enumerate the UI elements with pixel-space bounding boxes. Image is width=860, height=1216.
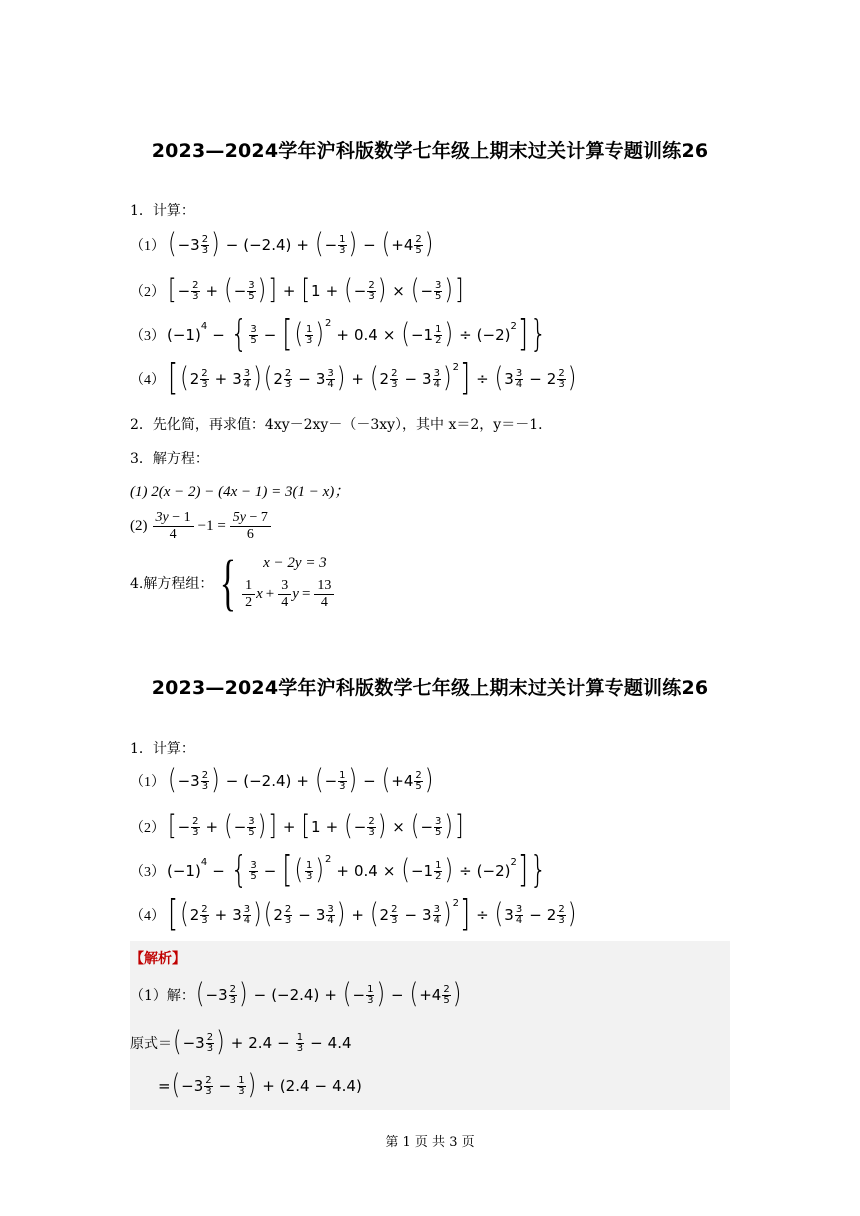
q1-label-4: （4） (130, 373, 165, 388)
q1-item-4 (130, 358, 577, 400)
q1-expr-3: (−1) 4 − { $\frac{3}{5}$ − [ ( $\frac{1}{3}$ ) 2 + 0.4 × ( −1 $\frac{1}{2}$ ) ÷ (−2) 2 ] } (167, 314, 547, 356)
q3-eq-1: (1) 2(x − 2) − (4x − 1) = 3(1 − x)； (130, 484, 350, 500)
q1-expr-2: [ − $\frac{2}{3}$ + ( − $\frac{3}{5}$ ) ] + [ 1 + ( − $\frac{2}{3}$ ) × ( − $\frac{3}{5}$ ) ] (168, 274, 464, 306)
page-footer: 第 1 页 共 3 页 (385, 1135, 475, 1150)
q4-label: 4.解方程组： (130, 576, 214, 592)
q1-heading-repeat: 1．计算： (130, 741, 195, 757)
q1-expr-1: ( −3 $\frac{2}{3}$ ) − (−2.4) + ( − $\frac{1}{3}$ ) − ( +4 $\frac{2}{5}$ ) (168, 228, 434, 260)
q1-item-2 (130, 274, 465, 306)
q1-item-3-repeat: （3） (−1) 4 − { $\frac{3}{5}$ − [ ( $\frac{1}{3}$ ) 2 + 0.4 × ( −1 $\frac{1}{2}$ ) ÷ (−2) 2 ] } (130, 850, 547, 892)
page-title: 2023—2024学年沪科版数学七年级上期末过关计算专题训练26 (151, 140, 709, 162)
q1-label-3: （3） (130, 329, 165, 344)
q3-eq-2: (2) $\frac{3y - 1}{4}$ −1 = $\frac{5y - 7}{6}$ (130, 510, 272, 543)
q1-heading: 1．计算： (130, 203, 195, 219)
solution-step-2: 原式＝ ( −3 $\frac{2}{3}$ ) + 2.4 − $\frac{1}{3}$ − 4.4 (130, 1026, 352, 1058)
q4-system: 4.解方程组： { x − 2y = 3 $\frac{1}{2}$ x + $\frac{3}{4}$ y = $\frac{13}{4}$ (130, 552, 335, 614)
solution-step-1: （1）解： ( −3 $\frac{2}{3}$ ) − (−2.4) + ( − $\frac{1}{3}$ ) − ( +4 $\frac{2}{5}$ ) (130, 978, 462, 1010)
q1-label-2: （2） (130, 285, 165, 300)
q3-heading: 3．解方程： (130, 451, 209, 467)
q1-item-3 (130, 314, 548, 356)
q1-label-1: （1） (130, 239, 165, 254)
q1-item-2-repeat: （2） [ − $\frac{2}{3}$ + ( − $\frac{3}{5}$ ) ] + [ 1 + ( − $\frac{2}{3}$ ) × ( − $\frac{3}{5}$ ) ] (130, 810, 464, 842)
q2-text: 2．先化简，再求值：4xy－2xy－（－3xy），其中 x＝2，y＝－1． (130, 417, 553, 433)
brace-icon: { (220, 549, 237, 617)
q1-item-4-repeat: （4） [ ( 2 $\frac{2}{3}$ + 3 $\frac{3}{4}$ ) ( 2 $\frac{2}{3}$ − 3 $\frac{3}{4}$ ) + ( 2 $\frac{2}{3}$ − 3 $\frac{3}{4}$ ) 2 ] ÷ ( 3 $\frac{3}{4}$ − 2 $\frac{2}{3}$ ) (130, 894, 577, 936)
solution-header: 【解析】 (130, 951, 186, 967)
page-title-repeat: 2023—2024学年沪科版数学七年级上期末过关计算专题训练26 (151, 677, 709, 699)
q1-expr-4: [ ( 2 $\frac{2}{3}$ + 3 $\frac{3}{4}$ ) ( 2 $\frac{2}{3}$ − 3 $\frac{3}{4}$ ) + ( 2 $\frac{2}{3}$ − 3 $\frac{3}{4}$ ) 2 ] ÷ ( 3 $\frac{3}{4}$ − 2 $\frac{2}{3}$ ) (168, 358, 577, 400)
solution-step-3: = ( −3 $\frac{2}{3}$ − $\frac{1}{3}$ ) + (2.4 − 4.4) (158, 1069, 362, 1101)
q1-item-1-repeat: （1） ( −3 $\frac{2}{3}$ ) − (−2.4) + ( − $\frac{1}{3}$ ) − ( +4 $\frac{2}{5}$ ) (130, 764, 434, 796)
q1-item-1 (130, 228, 434, 260)
